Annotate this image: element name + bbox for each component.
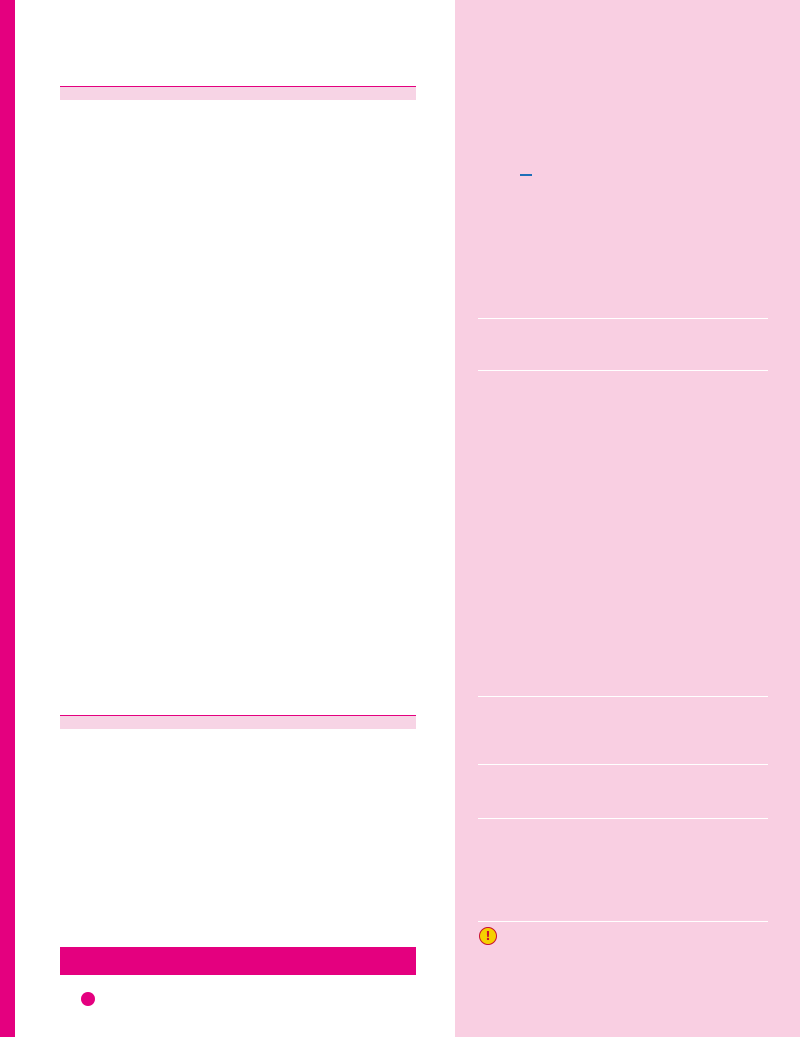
notice-text (60, 947, 416, 975)
index-section-hk-macau-taiwan (60, 715, 416, 729)
red-edition-badge (81, 992, 95, 1006)
right-info-panel (455, 0, 800, 1037)
divider (478, 696, 768, 697)
divider (478, 318, 768, 319)
masthead-english (520, 174, 532, 176)
left-accent-bar (0, 0, 15, 1037)
index-section-southeast-asia (60, 86, 416, 100)
disclaimer-box (478, 921, 768, 1002)
section-heading (60, 86, 416, 100)
divider (478, 764, 768, 765)
page-footer (62, 992, 100, 1006)
section-heading (60, 715, 416, 729)
divider (478, 818, 768, 819)
divider (478, 370, 768, 371)
warning-icon: ! (479, 927, 497, 945)
